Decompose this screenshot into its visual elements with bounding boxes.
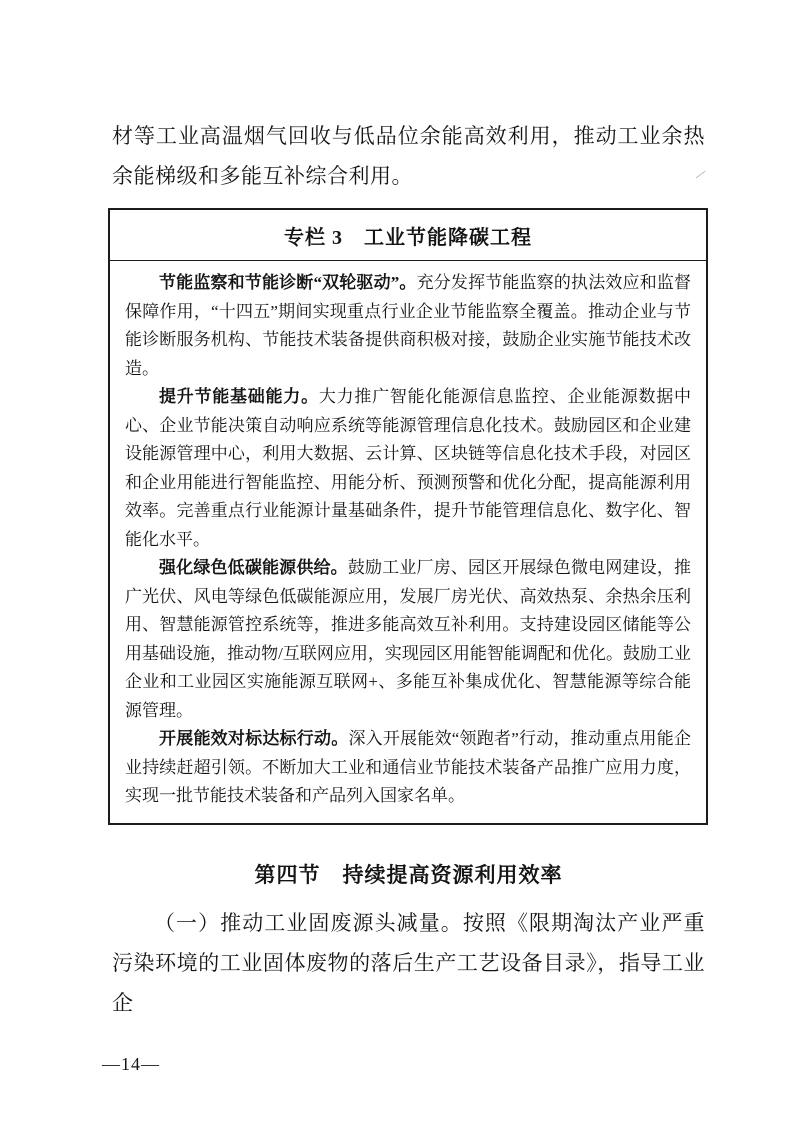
box-paragraph-lead: 节能监察和节能诊断“双轮驱动”。 — [159, 273, 417, 292]
box-paragraph-lead: 开展能效对标达标行动。 — [159, 729, 349, 748]
intro-paragraph: 材等工业高温烟气回收与低品位余能高效利用，推动工业余热余能梯级和多能互补综合利用。 — [112, 124, 705, 188]
box-paragraph — [125, 383, 691, 554]
page-number: —14— — [102, 1054, 160, 1074]
scan-artifact-mark: ⁄ — [696, 168, 704, 184]
box-paragraph — [125, 269, 691, 383]
box-paragraph-text: 大力推广智能化能源信息监控、企业能源数据中心、企业节能决策自动响应系统等能源管理信息化技术。鼓励园区和企业建设能源管理中心，利用大数据、云计算、区块链等信息化技术手段，对园区和企业用能进行智能监控、用能分析、预测预警和优化分配，提高能源利用效率。完善重点行业能源计量基础条件，提升节能管理信息化、数字化、智能化水平。 — [125, 387, 691, 549]
box-paragraph — [125, 554, 691, 725]
box-paragraph-lead: 提升节能基础能力。 — [159, 387, 319, 406]
section-heading: 第四节 持续提高资源利用效率 — [254, 862, 563, 887]
callout-box-title: 专栏 3 工业节能降碳工程 — [110, 210, 706, 261]
callout-box — [108, 208, 708, 825]
box-paragraph-text: 深入开展能效“领跑者”行动，推动重点用能企业持续赶超引领。不断加大工业和通信业节能技术装备产品推广应用力度，实现一批节能技术装备和产品列入国家名单。 — [125, 729, 691, 805]
box-body — [110, 261, 706, 823]
body-paragraph: （一）推动工业固废源头减量。按照《限期淘汰产业严重污染环境的工业固体废物的落后生产工艺设备目录》，指导工业企 — [112, 910, 705, 1015]
box-paragraph-text: 充分发挥节能监察的执法效应和监督保障作用，“十四五”期间实现重点行业企业节能监察全覆盖。推动企业与节能诊断服务机构、节能技术装备提供商积极对接，鼓励企业实施节能技术改造。 — [125, 273, 692, 378]
box-paragraph-text: 鼓励工业厂房、园区开展绿色微电网建设，推广光伏、风电等绿色低碳能源应用，发展厂房光伏、高效热泵、余热余压利用、智慧能源管控系统等，推进多能高效互补利用。支持建设园区储能等公用基础设施，推动物/互联网应用，实现园区用能智能调配和优化。鼓励工业企业和工业园区实施能源互联网+、多能互补集成优化、智慧能源等综合能源管理。 — [125, 558, 692, 720]
box-paragraph — [125, 725, 691, 811]
box-paragraph-lead: 强化绿色低碳能源供给。 — [159, 558, 348, 577]
